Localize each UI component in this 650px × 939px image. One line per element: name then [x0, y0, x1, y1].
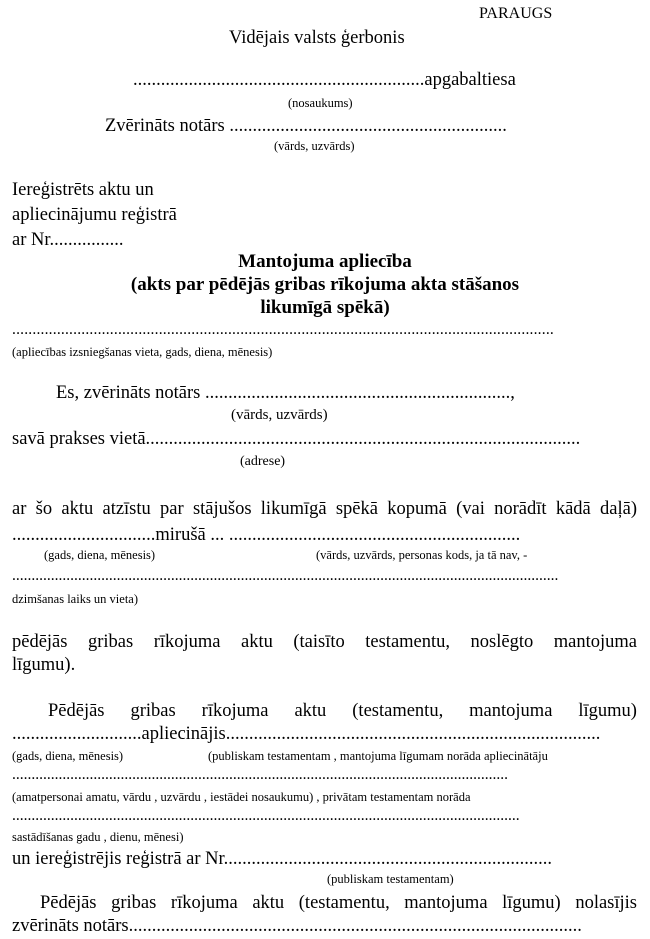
issue-dots: ..................................................................................................................................... — [12, 321, 554, 338]
notary-self-line: Es, zvērināts notārs .................................................................., — [56, 383, 515, 403]
notary-line: Zvērināts notārs ............................................................ — [105, 116, 507, 136]
document-subtitle-2: likumīgā spēkā) — [260, 297, 390, 318]
official-caption: (amatpersonai amatu, vārdu , uzvārdu , iestādei nosaukumu) , privātam testamentam norāda — [12, 790, 471, 804]
practice-line: savā prakses vietā.............................................................................................. — [12, 429, 581, 449]
document-subtitle-1: (akts par pēdējās gribas rīkojuma akta stāšanos — [130, 274, 520, 295]
coat-of-arms-label: Vidējais valsts ģerbonis — [229, 28, 405, 48]
certification-note-caption: (publiskam testamentam , mantojuma līgumam norāda apliecinātāju — [208, 749, 548, 763]
certification-dots-2: ................................................................................................................................... — [12, 807, 520, 824]
certification-dots-1: ................................................................................................................................ — [12, 766, 508, 783]
document-title: Mantojuma apliecība — [238, 251, 412, 272]
notary-caption: (vārds, uzvārds) — [274, 139, 355, 153]
reading-line: Pēdējās gribas rīkojuma aktu (testamentu, mantojuma līgumu) nolasījis — [40, 893, 637, 913]
certification-line: Pēdējās gribas rīkojuma aktu (testamentu, mantojuma līgumu) — [48, 701, 637, 721]
compiled-caption: sastādīšanas gadu , dienu, mēnesi) — [12, 830, 184, 844]
registry-line-3: ar Nr................ — [12, 230, 124, 250]
notary-self-caption: (vārds, uzvārds) — [231, 407, 328, 423]
certification-line-2: ............................apliecinājis................................................................................. — [12, 724, 601, 744]
sample-label: PARAUGS — [479, 5, 553, 22]
deceased-line: ...............................mirušā ... ............................................................... — [12, 525, 521, 545]
registry-line-1: Iereģistrēts aktu un — [12, 180, 154, 200]
birth-dots: ............................................................................................................................................. — [12, 567, 559, 584]
recognition-line: ar šo aktu atzīstu par stājušos likumīgā spēkā kopumā (vai norādīt kādā daļā) — [12, 499, 637, 519]
register-line: un iereģistrējis reģistrā ar Nr....................................................................... — [12, 849, 553, 869]
register-caption: (publiskam testamentam) — [327, 872, 454, 886]
birth-caption: dzimšanas laiks un vieta) — [12, 592, 139, 606]
court-line: ...............................................................apgabaltiesa — [133, 70, 516, 90]
reading-line-2: zvērināts notārs.................................................................................................. — [12, 916, 582, 936]
act-line: pēdējās gribas rīkojuma aktu (taisīto testamentu, noslēgto mantojuma — [12, 632, 637, 652]
act-line-2: līgumu). — [12, 655, 76, 675]
deceased-name-caption: (vārds, uzvārds, personas kods, ja tā nav, - — [316, 548, 528, 562]
registry-line-2: apliecinājumu reģistrā — [12, 205, 177, 225]
practice-caption: (adrese) — [240, 454, 286, 469]
certification-date-caption: (gads, diena, mēnesis) — [12, 749, 124, 763]
court-caption: (nosaukums) — [288, 96, 353, 110]
issue-caption: (apliecības izsniegšanas vieta, gads, diena, mēnesis) — [12, 345, 273, 359]
deceased-date-caption: (gads, diena, mēnesis) — [44, 548, 156, 562]
